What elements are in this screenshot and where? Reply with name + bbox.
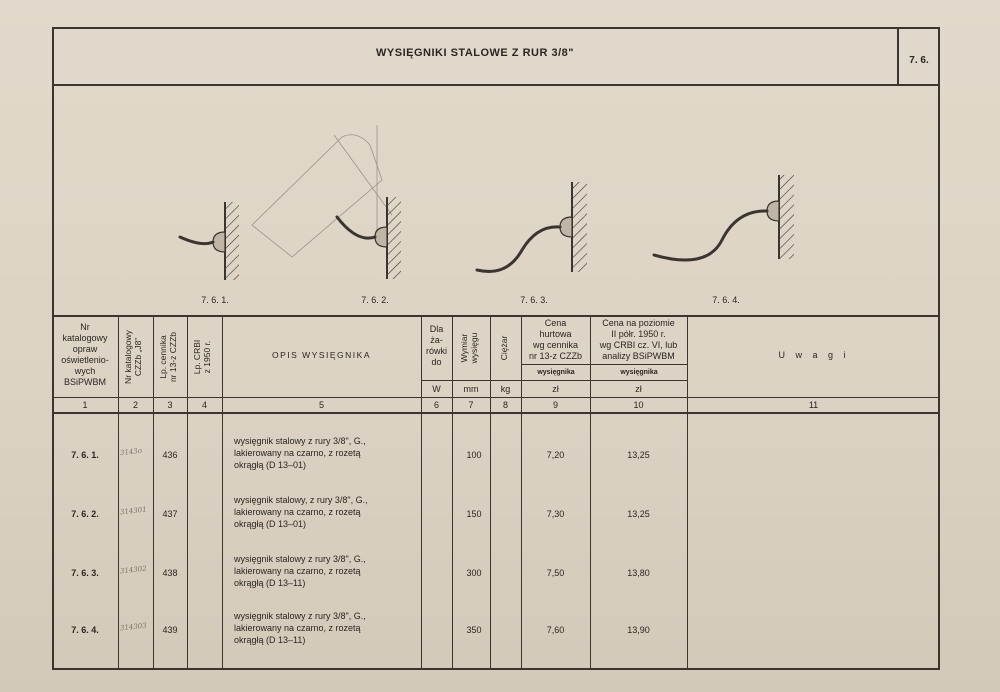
col-number: 5 — [318, 400, 324, 410]
col-number: 6 — [433, 400, 439, 410]
row-cena-poz: 13,25 — [627, 509, 650, 519]
colnum-bottom-line — [52, 412, 940, 414]
row-cena-hurt: 7,20 — [546, 450, 565, 460]
figure-label-763: 7. 6. 3. — [520, 295, 548, 305]
header-wymiar: Wymiar wysięgu — [459, 332, 479, 364]
row-nr: 7. 6. 1. — [71, 450, 99, 460]
col-number: 10 — [633, 400, 644, 410]
figure-label-761: 7. 6. 1. — [201, 295, 229, 305]
header-cena-na-poziomie: Cena na poziomie II półr. 1950 r. wg CRBI cz. VI, lub analizy BSiPWBM — [599, 318, 678, 361]
col-number: 3 — [167, 400, 173, 410]
header-ciezar: Ciężar — [499, 335, 509, 361]
row-lp: 437 — [162, 509, 178, 519]
row-cena-hurt: 7,30 — [546, 509, 565, 519]
bracket-icon-761 — [180, 202, 239, 280]
header-dla-zarowki: Dla ża- rówki do — [425, 324, 447, 367]
row-wymiar: 150 — [466, 509, 482, 519]
col-divider — [222, 316, 223, 669]
col-divider — [687, 316, 688, 669]
unit-mm: mm — [463, 384, 479, 394]
row-nr: 7. 6. 2. — [71, 509, 99, 519]
row-cena-hurt: 7,50 — [546, 568, 565, 578]
col-number: 11 — [808, 400, 819, 410]
handwritten-note: 314301 — [119, 505, 148, 517]
handwritten-note: 3143o — [119, 446, 143, 458]
handwritten-note: 314303 — [119, 621, 148, 633]
col-number: 9 — [552, 400, 558, 410]
col-divider — [452, 316, 453, 669]
col-number: 4 — [201, 400, 207, 410]
row-cena-poz: 13,25 — [627, 450, 650, 460]
page-title: WYSIĘGNIKI STALOWE Z RUR 3/8" — [376, 47, 574, 59]
header-lp-cennika: Lp. cennika nr 13-z CZZb — [158, 331, 178, 383]
row-opis: wysięgnik stalowy z rury 3/8", G., lakierowany na czarno, z rozetą okrągłą (D 13–01) — [234, 436, 366, 470]
header-uwagi: U w a g i — [778, 350, 850, 360]
header-bottom-line — [52, 397, 940, 398]
subheader-line — [521, 364, 687, 365]
header-opis: OPIS WYSIĘGNIKA — [271, 350, 372, 360]
bracket-drawings — [52, 85, 940, 315]
col-number: 8 — [502, 400, 508, 410]
col-number: 7 — [468, 400, 474, 410]
row-lp: 436 — [162, 450, 178, 460]
col-divider — [490, 316, 491, 669]
handwritten-note: 314302 — [119, 564, 148, 576]
subheader-wysiegnika-10: wysięgnika — [620, 369, 658, 376]
header-nr-katalogowy: Nr katalogowy opraw oświetlenio- wych BSiPWBM — [61, 322, 109, 387]
row-lp: 438 — [162, 568, 178, 578]
col-divider — [421, 316, 422, 669]
header-nr-czzb: Nr katalogowy CZZb „J8” — [123, 330, 143, 384]
figure-label-764: 7. 6. 4. — [712, 295, 740, 305]
row-nr: 7. 6. 3. — [71, 568, 99, 578]
row-opis: wysięgnik stalowy z rury 3/8", G., lakierowany na czarno, z rozetą okrągłą (D 13–11) — [234, 611, 366, 645]
table-top-line — [52, 315, 940, 317]
section-number: 7. 6. — [909, 55, 929, 66]
unit-watt: W — [432, 384, 441, 394]
unit-kg: kg — [500, 384, 511, 394]
row-cena-poz: 13,80 — [627, 568, 650, 578]
unit-zl-10: zł — [635, 384, 642, 394]
header-cena-hurtowa: Cena hurtowa wg cennika nr 13-z CZZb — [528, 318, 582, 361]
units-line — [421, 380, 687, 381]
row-wymiar: 100 — [466, 450, 482, 460]
row-wymiar: 350 — [466, 625, 482, 635]
bracket-icon-763 — [477, 182, 587, 272]
row-opis: wysięgnik stalowy z rury 3/8", G., lakierowany na czarno, z rozetą okrągłą (D 13–11) — [234, 554, 366, 588]
figure-label-762: 7. 6. 2. — [361, 295, 389, 305]
row-lp: 439 — [162, 625, 178, 635]
col-divider — [187, 316, 188, 669]
col-number: 2 — [132, 400, 138, 410]
header-lp-crbi: Lp. CRBI z 1950 r. — [192, 339, 212, 375]
subheader-wysiegnika-9: wysięgnika — [537, 369, 575, 376]
col-number: 1 — [82, 400, 88, 410]
col-divider — [118, 316, 119, 669]
unit-zl-9: zł — [552, 384, 559, 394]
row-cena-hurt: 7,60 — [546, 625, 565, 635]
bracket-icon-762 — [337, 197, 401, 279]
row-opis: wysięgnik stalowy, z rury 3/8", G., lakierowany na czarno, z rozetą okrągłą (D 13–01) — [234, 495, 368, 529]
bracket-icon-764 — [654, 175, 794, 260]
row-wymiar: 300 — [466, 568, 482, 578]
col-divider — [153, 316, 154, 669]
row-cena-poz: 13,90 — [627, 625, 650, 635]
row-nr: 7. 6. 4. — [71, 625, 99, 635]
